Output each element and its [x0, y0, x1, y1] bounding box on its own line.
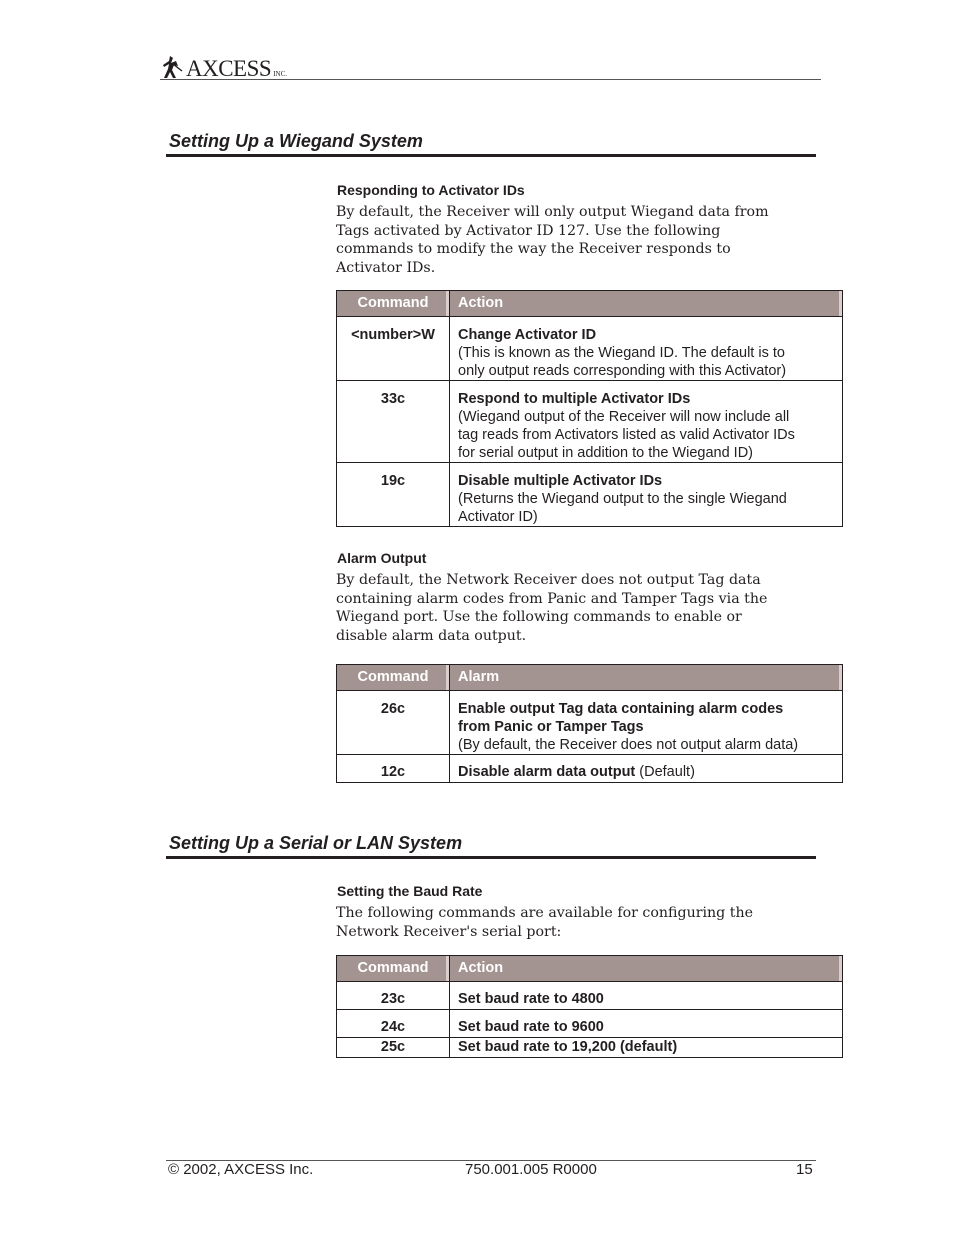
- table-row: [337, 1038, 843, 1058]
- command-cell: 33c: [337, 381, 450, 463]
- action-note-line: (Returns the Wiegand output to the single Wiegand: [458, 491, 787, 507]
- paragraph-line: disable alarm data output.: [336, 627, 527, 644]
- subheading-baud: Setting the Baud Rate: [337, 883, 483, 899]
- paragraph-alarm: [336, 571, 806, 645]
- footer-doc-number: 750.001.005 R0000: [465, 1161, 597, 1178]
- action-title: Set baud rate to 9600: [458, 1019, 604, 1035]
- command-cell: 12c: [337, 755, 450, 783]
- column-header-command: Command: [337, 956, 450, 982]
- paragraph-line: Activator IDs.: [336, 259, 436, 276]
- logo-suffix: INC.: [273, 70, 288, 78]
- footer-copyright: © 2002, AXCESS Inc.: [168, 1161, 314, 1178]
- action-title: Respond to multiple Activator IDs: [458, 391, 691, 407]
- action-cell: [450, 691, 843, 755]
- section-title-serial: Setting Up a Serial or LAN System: [169, 833, 463, 853]
- action-note-line: only output reads corresponding with this Activator): [458, 363, 787, 379]
- activator-commands-table: [336, 290, 843, 527]
- paragraph-line: Tags activated by Activator ID 127. Use the following: [336, 222, 721, 239]
- table-row: [337, 317, 843, 381]
- table-row: [337, 755, 843, 783]
- column-header-action: Action: [450, 956, 843, 982]
- action-title: Change Activator ID: [458, 327, 597, 343]
- action-note-line: tag reads from Activators listed as valid Activator IDs: [458, 427, 795, 443]
- axcess-logo: [160, 54, 287, 80]
- paragraph-line: The following commands are available for configuring the: [336, 905, 754, 921]
- footer-page-number: 15: [796, 1161, 813, 1178]
- paragraph-baud: [336, 904, 806, 941]
- action-cell: [450, 1038, 843, 1058]
- baud-rate-table: [336, 955, 843, 1058]
- column-header-command: Command: [337, 665, 450, 691]
- table-header-row: [337, 291, 843, 317]
- action-title: Set baud rate to 4800: [458, 991, 604, 1007]
- action-cell: [450, 755, 843, 783]
- header-divider: [160, 79, 821, 80]
- action-cell: [450, 982, 843, 1010]
- paragraph-responding: [336, 203, 806, 277]
- command-cell: 19c: [337, 463, 450, 527]
- action-title-line: Enable output Tag data containing alarm codes: [458, 701, 784, 717]
- table-header-row: [337, 956, 843, 982]
- action-title-line: from Panic or Tamper Tags: [458, 719, 644, 735]
- section-title-wiegand: Setting Up a Wiegand System: [169, 131, 423, 151]
- section-divider: [166, 856, 816, 859]
- action-note-line: for serial output in addition to the Wiegand ID): [458, 445, 753, 461]
- action-title: Disable multiple Activator IDs: [458, 473, 663, 489]
- alarm-commands-table: [336, 664, 843, 783]
- table-row: [337, 1010, 843, 1038]
- action-note-line: (Wiegand output of the Receiver will now include all: [458, 409, 790, 425]
- column-header-action: Action: [450, 291, 843, 317]
- column-header-command: Command: [337, 291, 450, 317]
- running-figure-icon: [160, 54, 184, 80]
- command-cell: 23c: [337, 982, 450, 1010]
- command-cell: 24c: [337, 1010, 450, 1038]
- action-cell: [450, 381, 843, 463]
- paragraph-line: Wiegand port. Use the following commands to enable or: [336, 609, 742, 626]
- action-note: (By default, the Receiver does not output alarm data): [458, 737, 799, 753]
- column-header-alarm: Alarm: [450, 665, 843, 691]
- action-cell: [450, 463, 843, 527]
- paragraph-line: commands to modify the way the Receiver responds to: [336, 241, 731, 258]
- subheading-alarm: Alarm Output: [337, 550, 427, 566]
- action-cell: [450, 317, 843, 381]
- section-divider: [166, 154, 816, 157]
- subheading-responding: Responding to Activator IDs: [337, 182, 525, 198]
- action-inline-note: (Default): [635, 764, 695, 780]
- logo-wordmark: AXCESS: [186, 56, 272, 81]
- table-row: [337, 691, 843, 755]
- table-row: [337, 982, 843, 1010]
- action-cell: [450, 1010, 843, 1038]
- paragraph-line: By default, the Network Receiver does not output Tag data: [336, 572, 761, 588]
- action-title: Set baud rate to 19,200 (default): [458, 1039, 678, 1055]
- action-note-line: Activator ID): [458, 509, 538, 525]
- command-cell: 26c: [337, 691, 450, 755]
- paragraph-line: containing alarm codes from Panic and Tamper Tags via the: [336, 590, 768, 607]
- command-cell: <number>W: [337, 317, 450, 381]
- command-cell: 25c: [337, 1038, 450, 1058]
- table-row: [337, 381, 843, 463]
- action-title: Disable alarm data output: [458, 764, 636, 780]
- table-row: [337, 463, 843, 527]
- paragraph-line: By default, the Receiver will only output Wiegand data from: [336, 204, 769, 220]
- action-note-line: (This is known as the Wiegand ID. The default is to: [458, 345, 785, 361]
- paragraph-line: Network Receiver's serial port:: [336, 923, 562, 940]
- table-header-row: [337, 665, 843, 691]
